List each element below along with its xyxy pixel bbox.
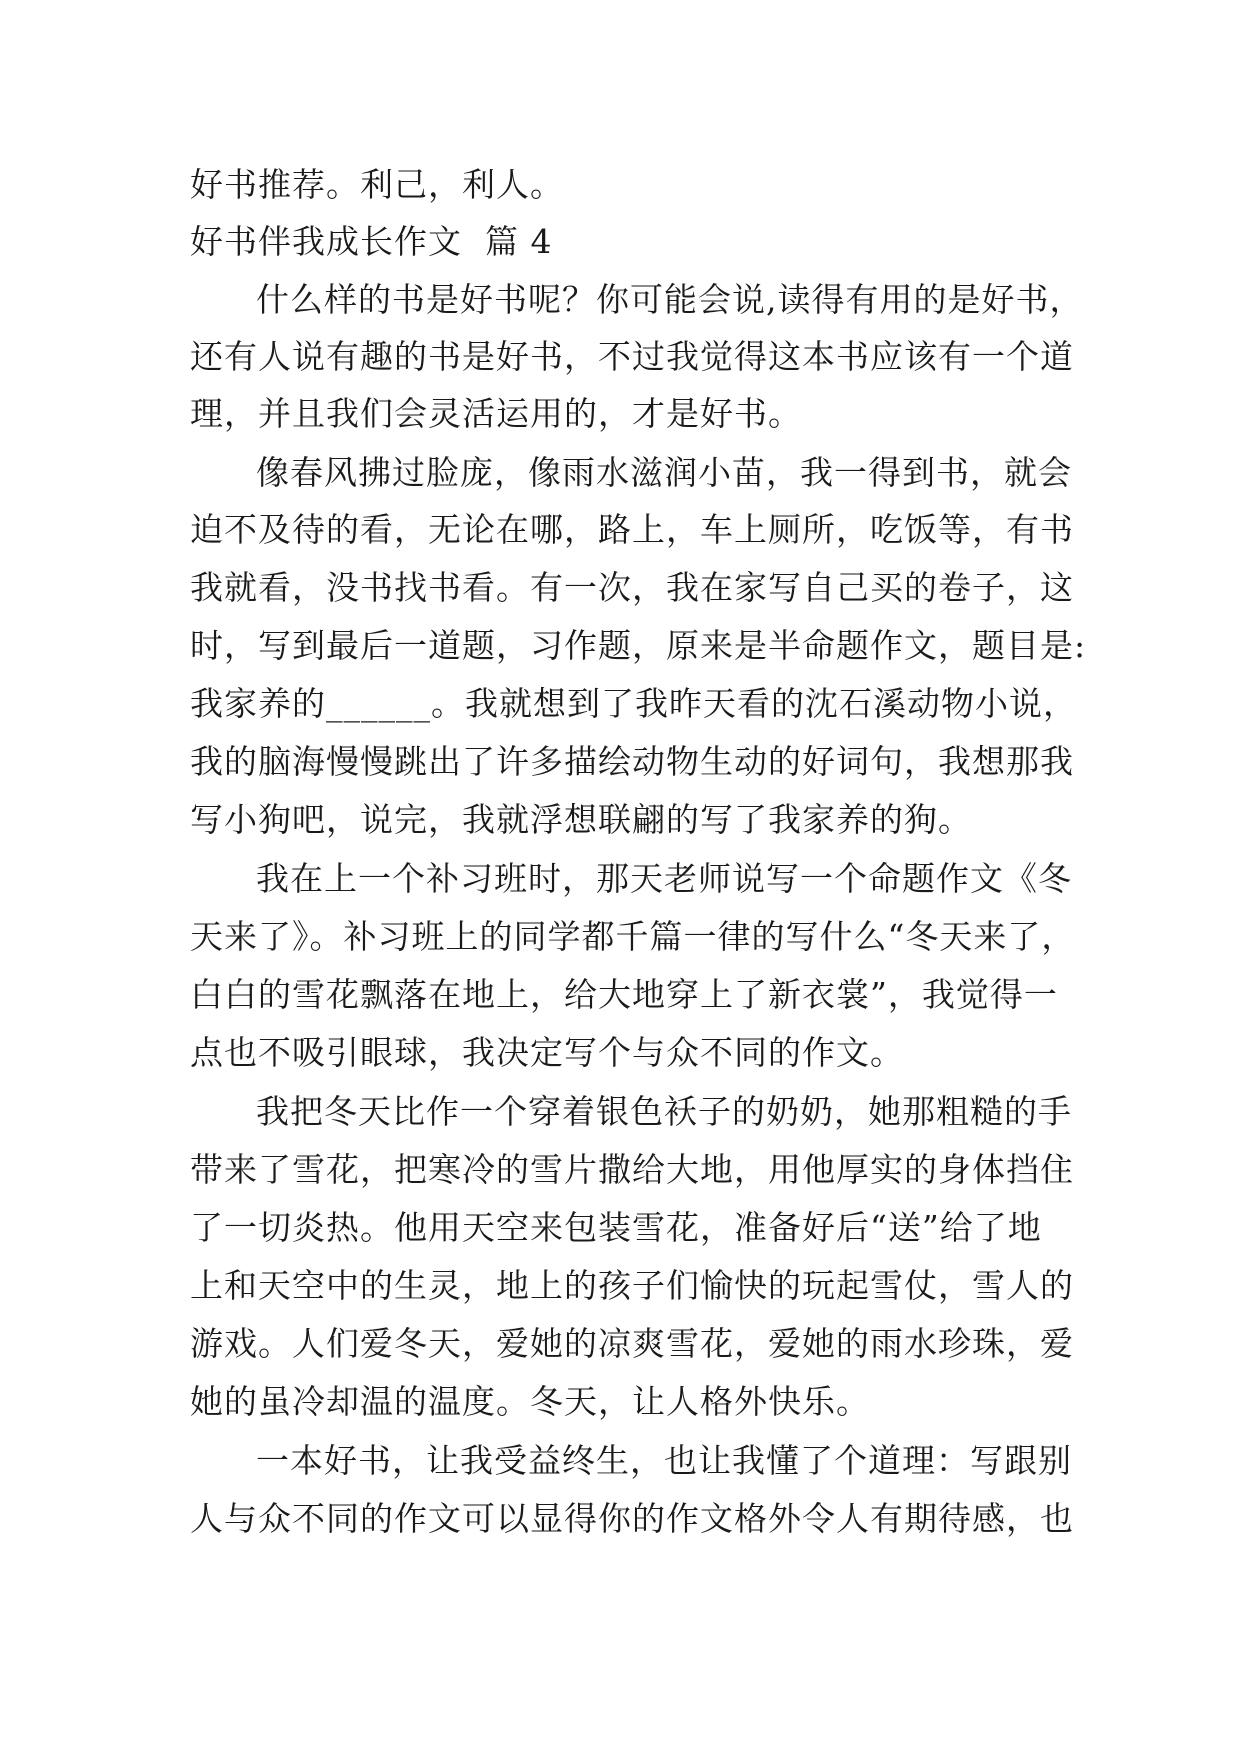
text-line: 好书推荐。利己，利人。 — [190, 165, 564, 204]
text-line: 我把冬天比作一个穿着银色袄子的奶奶，她那粗糙的手 — [256, 1092, 1072, 1131]
text-line: 写小狗吧，说完，我就浮想联翩的写了我家养的狗。 — [190, 800, 972, 839]
text-line: 一本好书，让我受益终生，也让我懂了个道理：写跟别 — [256, 1441, 1072, 1480]
text-line: 游戏。人们爱冬天，爱她的凉爽雪花，爱她的雨水珍珠，爱 — [190, 1324, 1074, 1363]
text-line: 时，写到最后一道题，习作题，原来是半命题作文，题目是: — [190, 626, 1087, 665]
text-line: 什么样的书是好书呢？你可能会说,读得有用的是好书， — [256, 280, 1084, 319]
text-line: 还有人说有趣的书是好书，不过我觉得这本书应该有一个道 — [190, 337, 1074, 376]
text-line: 天来了》。补习班上的同学都千篇一律的写什么“冬天来了， — [190, 917, 1076, 956]
text-line: 迫不及待的看，无论在哪，路上，车上厕所，吃饭等，有书 — [190, 510, 1074, 549]
text-line: 我就看，没书找书看。有一次，我在家写自己买的卷子，这 — [190, 568, 1074, 607]
text-line: 白白的雪花飘落在地上，给大地穿上了新衣裳”，我觉得一 — [190, 975, 1058, 1014]
text-line: 她的虽冷却温的温度。冬天，让人格外快乐。 — [190, 1382, 870, 1421]
text-line: 上和天空中的生灵，地上的孩子们愉快的玩起雪仗，雪人的 — [190, 1266, 1074, 1305]
text-line: 像春风拂过脸庞，像雨水滋润小苗，我一得到书，就会 — [256, 453, 1072, 492]
text-line: 人与众不同的作文可以显得你的作文格外令人有期待感，也 — [190, 1499, 1074, 1538]
text-line: 了一切炎热。他用天空来包装雪花，准备好后“送”给了地 — [190, 1208, 1042, 1247]
text-line: 带来了雪花，把寒冷的雪片撒给大地，用他厚实的身体挡住 — [190, 1150, 1074, 1189]
section-heading: 好书伴我成长作文 篇 4 — [190, 222, 553, 261]
text-line: 理，并且我们会灵活运用的，才是好书。 — [190, 394, 802, 433]
text-line: 我家养的______。我就想到了我昨天看的沈石溪动物小说， — [190, 684, 1077, 723]
text-line: 点也不吸引眼球，我决定写个与众不同的作文。 — [190, 1033, 904, 1072]
text-line: 我的脑海慢慢跳出了许多描绘动物生动的好词句，我想那我 — [190, 742, 1074, 781]
text-line: 我在上一个补习班时，那天老师说写一个命题作文《冬 — [256, 859, 1072, 898]
